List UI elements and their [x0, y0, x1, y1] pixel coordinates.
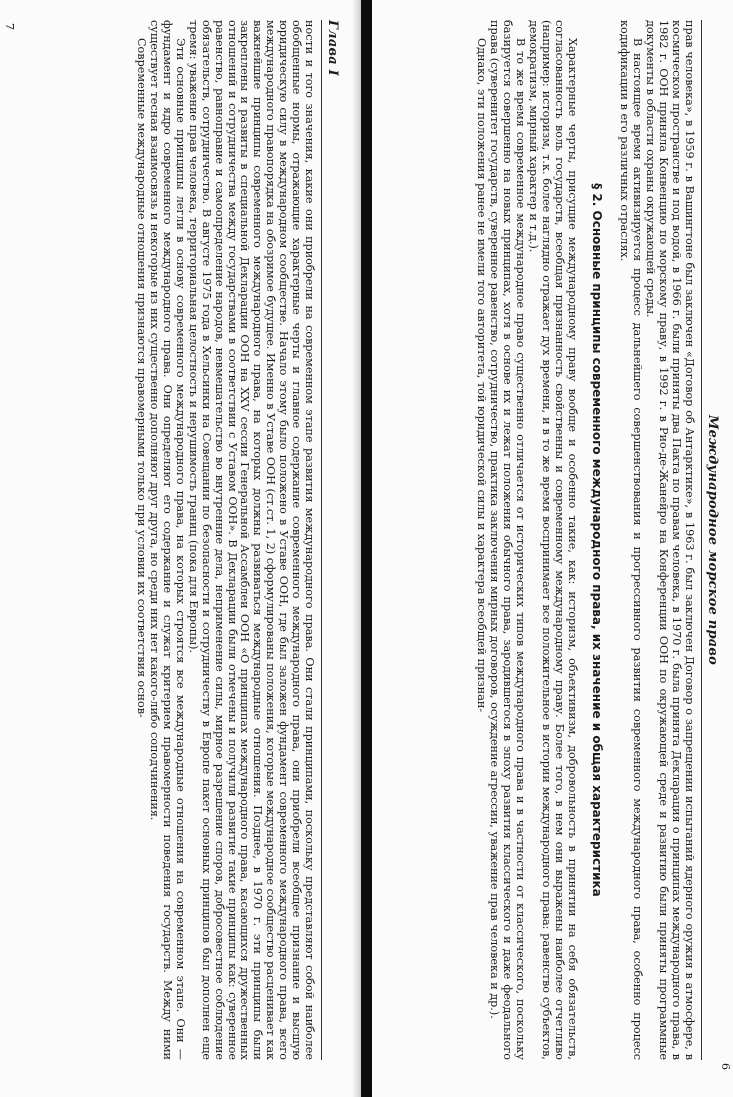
page-6-content	[390, 20, 720, 1060]
paragraph: Современные международные отношения признаются правомерными только при условии их соответствия основ-	[135, 38, 149, 718]
page-number: 7	[3, 23, 16, 30]
paragraph: ности и того значения, какие они приобрели на современном этапе развития международного права. Они стали принципами, поскольку представляют собой наиболее обобщенные нормы, отражающие характерные черты и главное содержание современного международного права, они приобрели всеобщее признание и высшую юридическую силу в международном сообществе. Начало этому было положено в Уставе ООН, где был заложен фундамент современного международного права, всего международного правопорядка на обозримое будущее. Именно в Уставе ООН (ст.ст. 1, 2) сформулированы положения, которые международное сообщество расценивает как важнейшие принципы современного международного права, на которых должны развиваться международные отношения. Позднее, в 1970 г. эти принципы были закреплены и развиты в специальной Декларации ООН на XXV сессии Генеральной Ассамблеи ООН «О принципах международного права, касающихся дружественных отношений и сотрудничества между государствами в соответствии с Уставом ООН». В Декларации были отмечены и получили развитие такие принципы как: суверенное равенство, равноправие и самоопределение народов, невмешательство во внутренние дела, неприменение силы, мирное разрешение споров, добросовестное соблюдение обязательств, сотрудничество. В августе 1975 года в Хельсинки на Совещании по безопасности и сотрудничеству в Европе пакет основных принципов был дополнен еще тремя: уважение прав человека, территориальная целостность и нерушимость границ (пока для Европы).	[186, 20, 316, 1060]
paragraph: Однако, эти положения ранее не имели того авторитета, той юридической силы и характера всеобщей признан-	[475, 38, 489, 713]
page-7-content	[10, 20, 340, 1060]
section-heading: § 2. Основные принципы современного международного права, их значение и общая характеристика	[589, 183, 604, 897]
gutter-shadow	[352, 0, 361, 1097]
page-number: 6	[719, 1063, 732, 1070]
page-6	[372, 0, 733, 1097]
paragraph: В то же время современное международное право существенно отличается от исторических типов международного права и в частности от классического, поскольку базируется совершенно на новых принципах, хотя в основе их и лежат положения обычного права, зародившегося в эпоху развития классического и даже феодального права (суверенитет государств, суверенное равенство, сотрудничество, практика заключения мирных договоров, осуждение агрессии, уважение прав человека и др.).	[488, 20, 527, 1060]
body-text	[474, 20, 695, 1060]
running-head: Глава I	[321, 20, 340, 1060]
paragraph: прав человека», в 1959 г. в Вашингтоне был заключен «Договор об Антарктике», в 1963 г. был заключен Договор о запрещении испытаний ядерного оружия в атмосфере, в космическом пространстве и под водой, в 1966 г. были приняты два Пакта по правам человека, в 1970 г. была принята Декларация о принципах международного права, в 1982 г. ООН приняла Конвенцию по морскому праву, в 1992 г. в Рио-де-Жанейро на Конференции ООН по окружающей среде и развитию были приняты программные документы в области охраны окружающей среды.	[644, 20, 696, 1060]
paragraph: Эти основные принципы легли в основу современного международного права, на которых строятся все международные отношения на современном этапе. Они — фундамент и ядро современного международного права. Они определяют его содержание и служат критерием правомерности поведения государств. Между ними существует тесная взаимосвязь и некоторые из них существенно дополняют друг друга, но среди них нет какого-либо соподчинения.	[148, 20, 187, 1060]
paragraph: В настоящее время активизируется процесс дальнейшего совершенствования и прогрессивного развития современного международного права, особенно процесс кодификации в его различных отраслях.	[618, 20, 645, 1060]
running-head: Международное морское право	[701, 20, 720, 1060]
body-text	[134, 20, 315, 1060]
book-gutter	[361, 0, 372, 1097]
paragraph: Характерные черты, присущие международному праву вообще и особенно такие, как: историзм, объективизм, добровольность в принятии на себя обязательств, согласованность воль государств, всеобщая признанность свойственны и современному международному праву. Более того, в нем они выражены наиболее отчетливо (например: историзм, т.к. более наглядно отражает дух времени, и в то же время воспринимает все положительное в истории международного права: равенство субъектов, демократизм, мирный характер и т.д.).	[526, 20, 579, 1060]
page-7	[0, 0, 361, 1097]
